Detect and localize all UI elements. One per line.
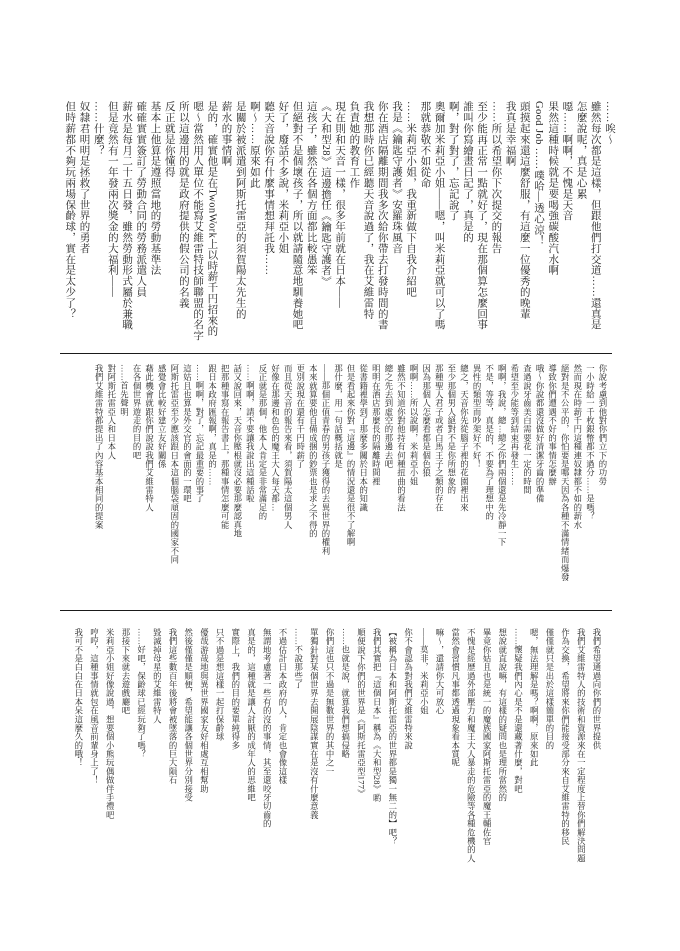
text-line: 果然這種時候就是要喝強碳酸汽水啊 (547, 101, 559, 276)
text-line: 優哉游哉地與異世界國家友好相處互相幫助 (199, 628, 209, 794)
text-line: ……所以希望你下次提交的報告 (490, 101, 502, 254)
text-line: 明明在酒店那麼長的隔離時間裡 (371, 364, 381, 486)
text-line: 啊～……原來如此 (248, 101, 260, 189)
text-line: 絕對是不公平的，你怕要是哪天因為各種不滿情緒而爆發 (560, 364, 570, 582)
text-line: ——莫非，米莉亞小姐 (419, 628, 429, 715)
text-line: 嘛～，還請你大可放心 (434, 628, 444, 715)
text-line: 噁……啊啊，不愧是天音 (561, 101, 573, 221)
text-line: 從書籍裡學到了那麼多關於日本的知識 (358, 364, 368, 512)
text-line: 那就恭敬不如從命 (419, 101, 431, 189)
text-line: ……不說那些了 (293, 628, 303, 689)
text-line: 感覺會比較好建立友好關係 (157, 364, 167, 469)
text-line: 啊，對了對了，忘記說了 (447, 101, 459, 221)
text-line: 當然會習慣凡事都透過現象看本質呢 (450, 628, 460, 768)
text-line: 那什麼，用一句話概括就是 (333, 364, 343, 469)
text-line: 這孩子，雖然在各個方面都比較愚笨 (305, 101, 317, 276)
text-line: ——那個正值青春的男孩子獲得的去異世界的權利 (320, 364, 330, 556)
text-line: 你說考慮到他對你們立下的功勞 (598, 364, 607, 486)
text-line: 查過說牙齒美白需要花一定的時間 (522, 364, 532, 495)
text-line: 實際上，我們的目的要單純得多 (230, 628, 240, 750)
text-line: 基本上他算是遵照當地的勞動基準法 (149, 101, 161, 276)
text-line: 嗯，無法理解是嗎？啊啊，原來如此 (529, 628, 539, 768)
section-divider-upper (60, 353, 612, 354)
text-line: 薪水是每月二十五日發，雖然勞動形式屬於兼職 (121, 101, 133, 330)
text-line: 話又說回來，天音你壓根就沒必要那麼認真地 (232, 364, 242, 538)
text-line: 我想那時你已經聽天音說過了，我在艾維雷特 (362, 101, 374, 319)
text-line: 反正就是你懂得 (163, 101, 175, 178)
text-line: 藉此機會就跟你們說說我們艾維雷特人 (144, 364, 154, 512)
text-line: 不是，等等，真是的，不要為了理想中的 (484, 364, 494, 521)
text-line: 負責她的教育工作 (348, 101, 360, 189)
text-line: 奧爾加米莉亞小姐——嗯，叫米莉亞就可以了嗎 (433, 101, 445, 330)
text-line: 只不過是想這樣一起打保齡球 (215, 628, 225, 741)
text-line: 然而現在時薪千円這種連奴隸都不如的薪水 (572, 364, 582, 530)
text-line: 總之，天音你先從腦子裡的花園裡出來 (459, 364, 469, 512)
text-line: 阿斯托雷亞至少應該跟日本這個腦袋頑固的國家不同 (169, 364, 179, 564)
text-line: 我們艾維雷特人的技術和資源來在一定程度上替你們解決問題 (576, 628, 586, 863)
text-line: 嗯～當然用人單位不能寫艾維雷特技師聯盟的名字 (192, 101, 204, 341)
text-line: 我是《鑰匙守護者》安羅珠風音 (390, 101, 402, 254)
text-line: 但是看起來你對『這邊』的情況還是很不了解啊 (346, 364, 356, 547)
text-line: 導致你們遭遇不好的事情怎麼辦 (547, 364, 557, 486)
text-line: 是的，確實他是在TwonWork上以時薪千円招來的 (206, 101, 218, 337)
text-line: 但絕對不是個壞孩子，所以就請隨意地馴養她吧 (291, 101, 303, 330)
text-line: 但是竟然有一年發兩次獎金的大福利—— (106, 101, 118, 298)
text-line: 不過估計日本政府的人，肯定也會像這樣 (277, 628, 287, 785)
text-line: 啊啊……所以說啊，米莉亞小姐 (409, 364, 419, 486)
text-line: 順便說下你們的世界是《阿斯托雷亞型177》 (356, 628, 366, 798)
text-line: ……唉～ (604, 101, 615, 145)
text-line: 頭摸起來還這麼舒服，有這麼一位優秀的晚輩 (518, 101, 530, 319)
dialogue-block-middle (92, 364, 608, 596)
text-line: 你在酒店隔離期間我多次給你帶去打發時間的書 (376, 101, 388, 330)
text-line: 我們希望通過向你們的世界提供 (592, 628, 601, 750)
text-line: 是關於被派遣到阿斯托雷亞的須賀陽太先生的 (234, 101, 246, 319)
text-line: 無謂地考慮著一些有的沒的事情，其至還咬牙切齒的 (262, 628, 272, 828)
text-line: 但時薪都不夠玩兩場保齡球，實在是太少了？ (64, 101, 76, 319)
text-line: 僅僅就只是出於這樣簡單的目的 (544, 628, 554, 750)
text-line: 作為交換，希望將來你們能接受部分來自艾維雷特的移民 (560, 628, 570, 846)
text-line: 本來就算要他自備成捆的鈔票也是求之不得的 (308, 364, 318, 538)
text-line: ……也就是說，就算我們想搞侵略 (340, 628, 350, 759)
text-line: 更別說現在還有千円時薪了 (295, 364, 305, 469)
text-line: ……米莉亞小姐，我重新做下自我介紹吧 (405, 101, 417, 298)
text-line: 好了，廢話不多說，米莉亞小姐 (277, 101, 289, 254)
text-line: 你不會認為對我們艾維雷特來說 (403, 628, 413, 750)
text-line: 誰叫你寫繪畫日記了，真是的 (461, 101, 473, 243)
text-line: 所以這邊用的就是政府提供的假公司的名義 (177, 101, 189, 309)
text-line: 我真是幸福啊 (504, 101, 516, 167)
text-line: 把那種事寫在報告書上，那種事情怎麼可能 (220, 364, 230, 530)
text-line: 好像在那邊和色色的魔王大人每天都… (270, 364, 280, 512)
text-line: 啊啊，我說，總…總之你們兩個還是先冷靜一下 (497, 364, 507, 547)
text-line: 總之先去到虛空的那邊去吧 (383, 364, 393, 469)
text-line: 哼哼，這種事情就包在風音前輩身上了！ (89, 628, 99, 785)
text-line: 希望至少能等到結束再發生…… (509, 364, 519, 486)
text-line: 那種聖人君子或者白馬王子之類的存在 (434, 364, 444, 512)
text-line: 那接下來就去遊戲廳吧 (120, 628, 130, 715)
text-line: 怎麼說呢，真是心累 (575, 101, 587, 200)
text-line: 至少能再正常一點就好了，現在那個算怎麼回事 (476, 101, 488, 330)
text-line: 我可不是白白在日本呆這麼久的哦！ (73, 628, 83, 768)
text-line: ……好吧，保齡球已經玩夠了嗎？ (136, 628, 146, 759)
text-line: ……懷疑我們內心是不是還藏著什麼，對吧 (513, 628, 523, 794)
text-line: 而且從天音的報告來看，須賀陽太這個男人 (283, 364, 293, 530)
text-line: 我們艾維雷特都提出了內容基本相同的提案 (94, 364, 104, 530)
text-line: 《大和型28》這邊擔任《鑰匙守護者》 (319, 101, 331, 287)
text-line: 反正就是那個，他本人肯定是非常滿足的 (257, 364, 267, 521)
text-line: 現在則和天音一樣，很多年前就在日本—— (334, 101, 346, 309)
text-line: 【被稱為日本和阿斯托雷亞的世界都是獨一無二的】吧？ (387, 628, 397, 846)
text-line: 這姑且也算是外交官的會面的一環吧 (182, 364, 192, 504)
text-line: ……啊啊，對了，忘記最重要的事了 (195, 364, 204, 504)
text-line: 你們這也只不過是無數世界的其中之一 (325, 628, 335, 776)
text-line: 因為那個人怎麼看都是個色狼 (421, 364, 431, 477)
text-line: 然後僅僅是順便，希望能讓各個世界分別接受 (183, 628, 193, 802)
section-divider-lower (60, 610, 612, 611)
text-line: ……啊啊，請不要讓我說出這種話啦 (245, 364, 255, 504)
text-line: 毀滅掉母星的艾維雷特人 (152, 628, 162, 724)
text-line: 我們其實把『這個日本』稱為《大和型28》喲 (372, 628, 382, 803)
text-line: 真是的，這種就是讓人討厭的成年人的思維吧 (246, 628, 256, 802)
text-line: 薪水的事情啊 (220, 101, 232, 167)
text-line: 在各個世界遊走的目的吧 (132, 364, 142, 460)
text-line: 哦～你說都還沒做好清潔牙齒的準備 (535, 364, 545, 504)
text-line: 米莉亞小姐好像說過，想要個小熊玩偶做伴手禮吧 (105, 628, 115, 820)
text-line: 跟日本政府匯報啊，真是的…… (207, 364, 217, 486)
text-line: 雖然每次都是這樣，但跟他們打交道……還真是 (589, 101, 601, 330)
text-line: ……什麼？ (92, 101, 104, 156)
text-line: 不愧是經歷過外部壓力和魔王大人暴走的危險等各種危機的人 (466, 628, 476, 863)
text-line: 畢竟你姑且也是統一的魔族國家阿斯托雷亞的魔王輔佐官 (482, 628, 492, 846)
text-line: 我們這些數百年後將會被墜落的巨大隕石 (168, 628, 178, 785)
dialogue-block-bottom (70, 628, 604, 878)
text-line: 異性的類型而吵架好不好！ (472, 364, 482, 469)
text-line: Good Job ……噗哈—透心涼！ (532, 101, 544, 246)
dialogue-block-top (62, 101, 616, 341)
text-line: 聽天音說你有什麼事情想拜託我…… (263, 101, 275, 276)
text-line: 雖然不知道你對他持有何種扭曲的看法 (396, 364, 406, 512)
text-line: 單獨針對某個世界去開展陰謀實在是沒有什麼意義 (309, 628, 319, 820)
text-line: 想說就直說嘛，有這樣的疑問也是理所當然的 (497, 628, 507, 802)
text-line: 對阿斯托雷亞人和日本人 (106, 364, 116, 460)
text-line: 奴隸君明明是拯救了世界的勇者 (78, 101, 90, 254)
text-line: 一小時給一千枚銀幣都不過分……是嗎？ (585, 364, 595, 521)
text-line: 確確實實簽訂了勞動合同的勞務派遣人員 (135, 101, 147, 298)
text-line: ……首先聲明 (119, 364, 129, 417)
text-line: 至少那個男人絕對不是你所想象的 (446, 364, 456, 495)
